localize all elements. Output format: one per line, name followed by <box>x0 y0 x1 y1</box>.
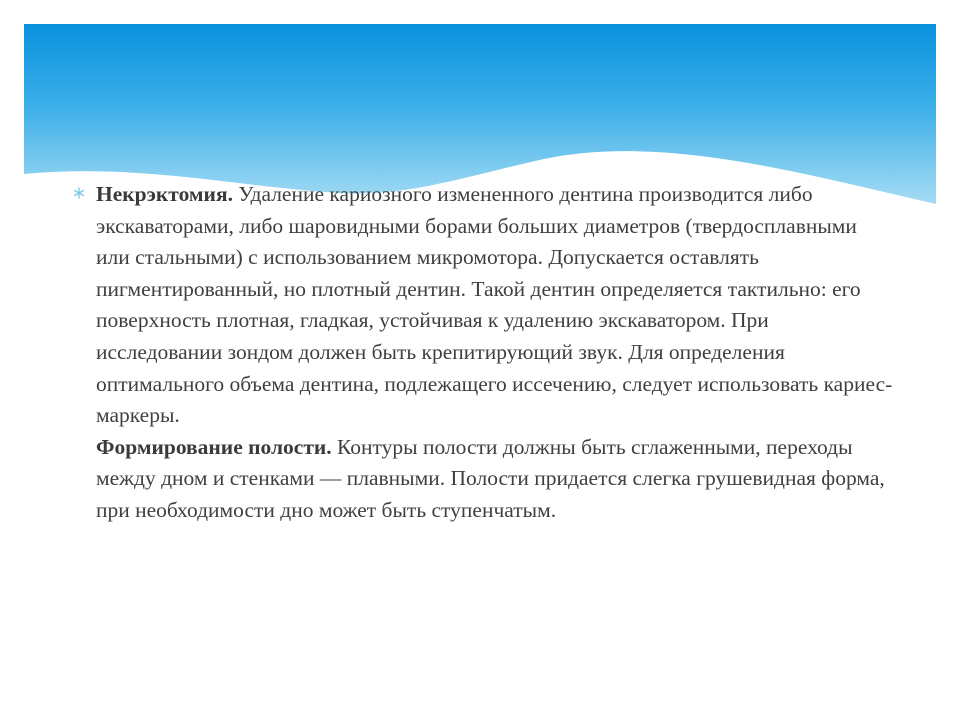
slide-body-text <box>96 179 896 527</box>
text-necrectomy: Удаление кариозного измененного дентина производится либо экскаваторами, либо шаровидными борами больших диаметров (твердосплавными или стальными) с использованием микромотора. Допускается оставлять пигментированный, но плотный дентин. Такой дентин определяется тактильно: его поверхность плотная, гладкая, устойчивая к удалению экскаватором. При исследовании зондом должен быть крепитирующий звук. Для определения оптимального объема дентина, подлежащего иссечению, следует использовать кариес-маркеры. <box>96 182 893 428</box>
paragraph-necrectomy <box>96 179 896 432</box>
text-cavity-formation: Контуры полости должны быть сглаженными, переходы между дном и стенками — плавными. Полости придается слегка грушевидная форма, при необходимости дно может быть ступенчатым. <box>96 434 885 522</box>
asterisk-bullet-icon <box>72 186 86 200</box>
paragraph-cavity-formation <box>96 432 896 527</box>
slide <box>24 24 936 696</box>
term-cavity-formation: Формирование полости. <box>96 434 332 459</box>
term-necrectomy: Некрэктомия. <box>96 182 233 206</box>
